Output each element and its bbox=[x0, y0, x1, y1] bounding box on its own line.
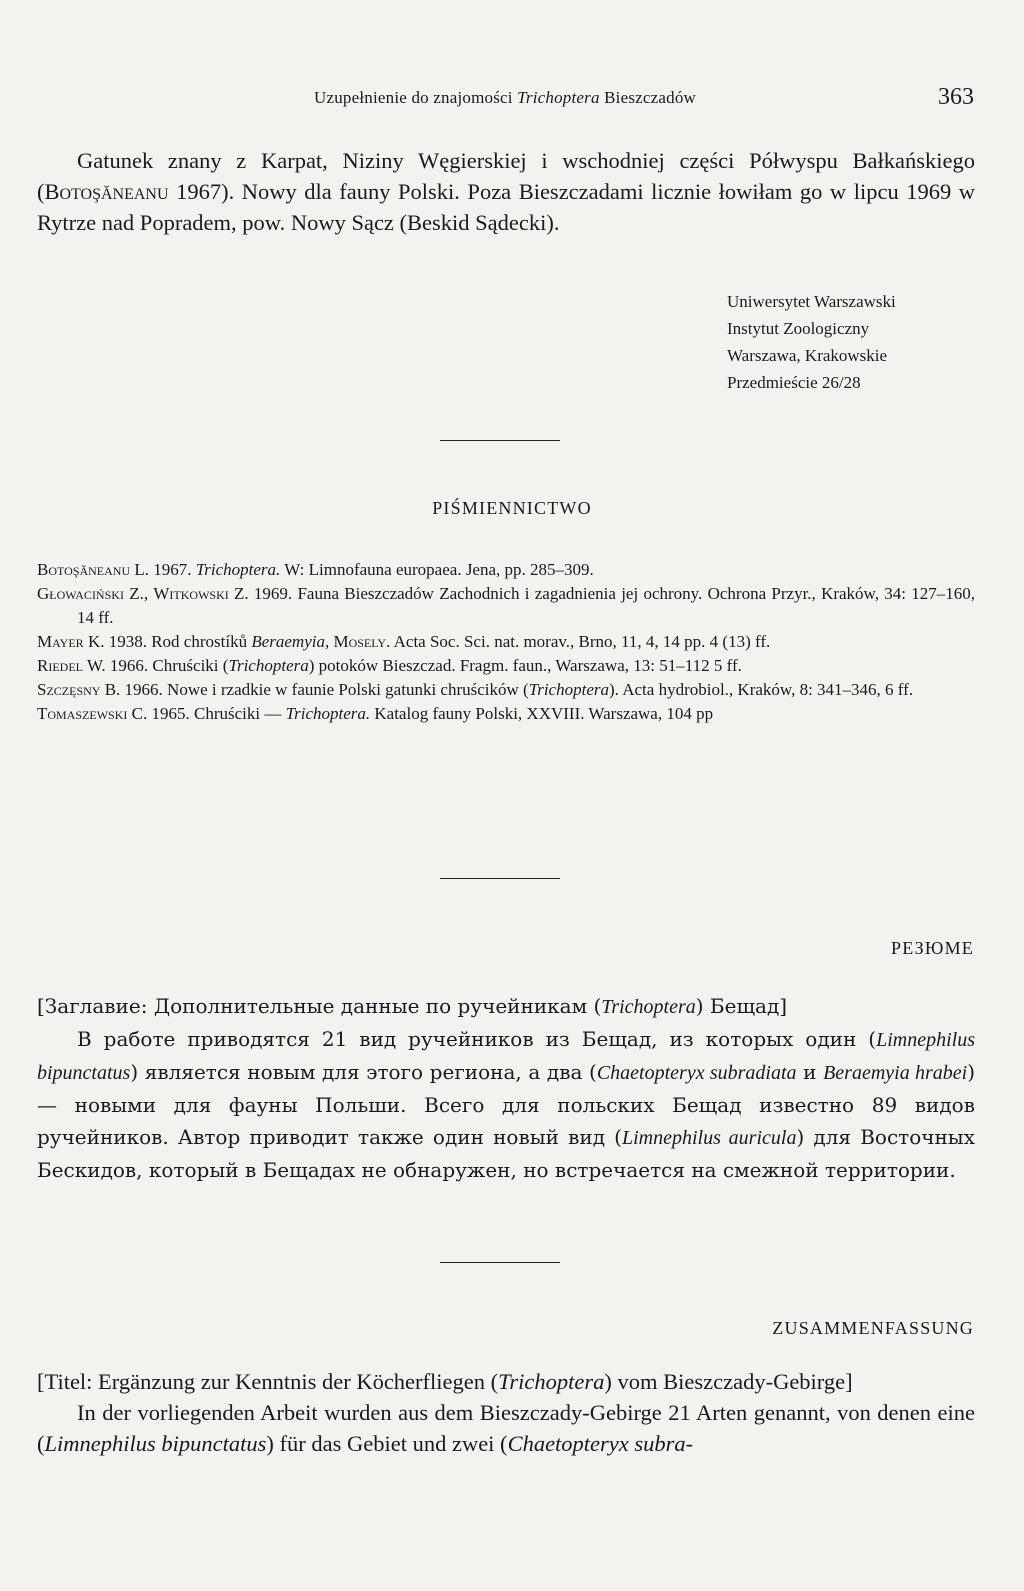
resume-body: В работе приводятся 21 вид ручейников из Бещад, из которых один (Limnephilus bipunctatus) является новым для этого региона, а два (Chaetopteryx subradiata и Beraemyia hrabei) — новыми для фауны Польши. Всего для польских Бещад известно 89 видов ручейников. Автор приводит также один новый вид (Limnephilus auricula) для Восточных Бескидов, который в Бещадах не обнаружен, но встречается на смежной территории. bbox=[37, 1027, 975, 1182]
separator-rule bbox=[440, 1262, 560, 1263]
intro-paragraph: Gatunek znany z Karpat, Niziny Węgierskiej i wschodniej części Półwyspu Bałkańskiego (Botoşăneanu 1967). Nowy dla fauny Polski. Poza Bieszczadami licznie łowiłam go w lipcu 1969 w Rytrze nad Popradem, pow. Nowy Sącz (Beskid Sądecki). bbox=[37, 148, 975, 235]
reference-item: Tomaszewski C. 1965. Chruściki — Trichoptera. Katalog fauny Polski, XXVIII. Warszawa, 104 pp bbox=[37, 704, 714, 723]
zusammenfassung-heading: ZUSAMMENFASSUNG bbox=[772, 1318, 974, 1338]
reference-item: Szczęsny B. 1966. Nowe i rzadkie w faunie Polski gatunki chruścików (Trichoptera). Acta hydrobiol., Kraków, 8: 341–346, 6 ff. bbox=[37, 680, 914, 699]
reference-item: Mayer K. 1938. Rod chrostíků Beraemyia, Mosely. Acta Soc. Sci. nat. morav., Brno, 11, 4, 14 pp. 4 (13) ff. bbox=[37, 632, 771, 651]
zusammenfassung-title: [Titel: Ergänzung zur Kenntnis der Köcherfliegen (Trichoptera) vom Bieszczady-Gebirge] bbox=[37, 1369, 853, 1394]
separator-rule bbox=[440, 440, 560, 441]
resume-heading: РЕЗЮМЕ bbox=[891, 938, 974, 958]
reference-item: Głowaciński Z., Witkowski Z. 1969. Fauna Bieszczadów Zachodnich i zagadnienia jej ochrony. Ochrona Przyr., Kraków, 34: 127–160, 14 ff. bbox=[37, 584, 975, 627]
author-address: Uniwersytet Warszawski Instytut Zoologiczny Warszawa, Krakowskie Przedmieście 26/28 bbox=[727, 292, 896, 392]
running-head bbox=[36, 84, 974, 116]
page-number: 363 bbox=[938, 84, 974, 110]
zusammenfassung-text bbox=[37, 1366, 975, 1459]
reference-item: Riedel W. 1966. Chruściki (Trichoptera) potoków Bieszczad. Fragm. faun., Warszawa, 13: 51–112 5 ff. bbox=[37, 656, 742, 675]
resume-title: [Заглавие: Дополнительные данные по ручейникам (Trichoptera) Бещад] bbox=[37, 994, 788, 1018]
references-heading: PIŚMIENNICTWO bbox=[432, 498, 592, 518]
zusammenfassung-body: In der vorliegenden Arbeit wurden aus dem Bieszczady-Gebirge 21 Arten genannt, von denen eine (Limnephilus bipunctatus) für das Gebiet und zwei (Chaetopteryx subra- bbox=[37, 1400, 975, 1456]
separator-rule bbox=[440, 878, 560, 879]
resume-text bbox=[37, 990, 975, 1186]
reference-item: Botoşăneanu L. 1967. Trichoptera. W: Limnofauna europaea. Jena, pp. 285–309. bbox=[37, 560, 594, 579]
references-list bbox=[37, 558, 975, 726]
running-title: Uzupełnienie do znajomości Trichoptera Bieszczadów bbox=[313, 88, 697, 107]
